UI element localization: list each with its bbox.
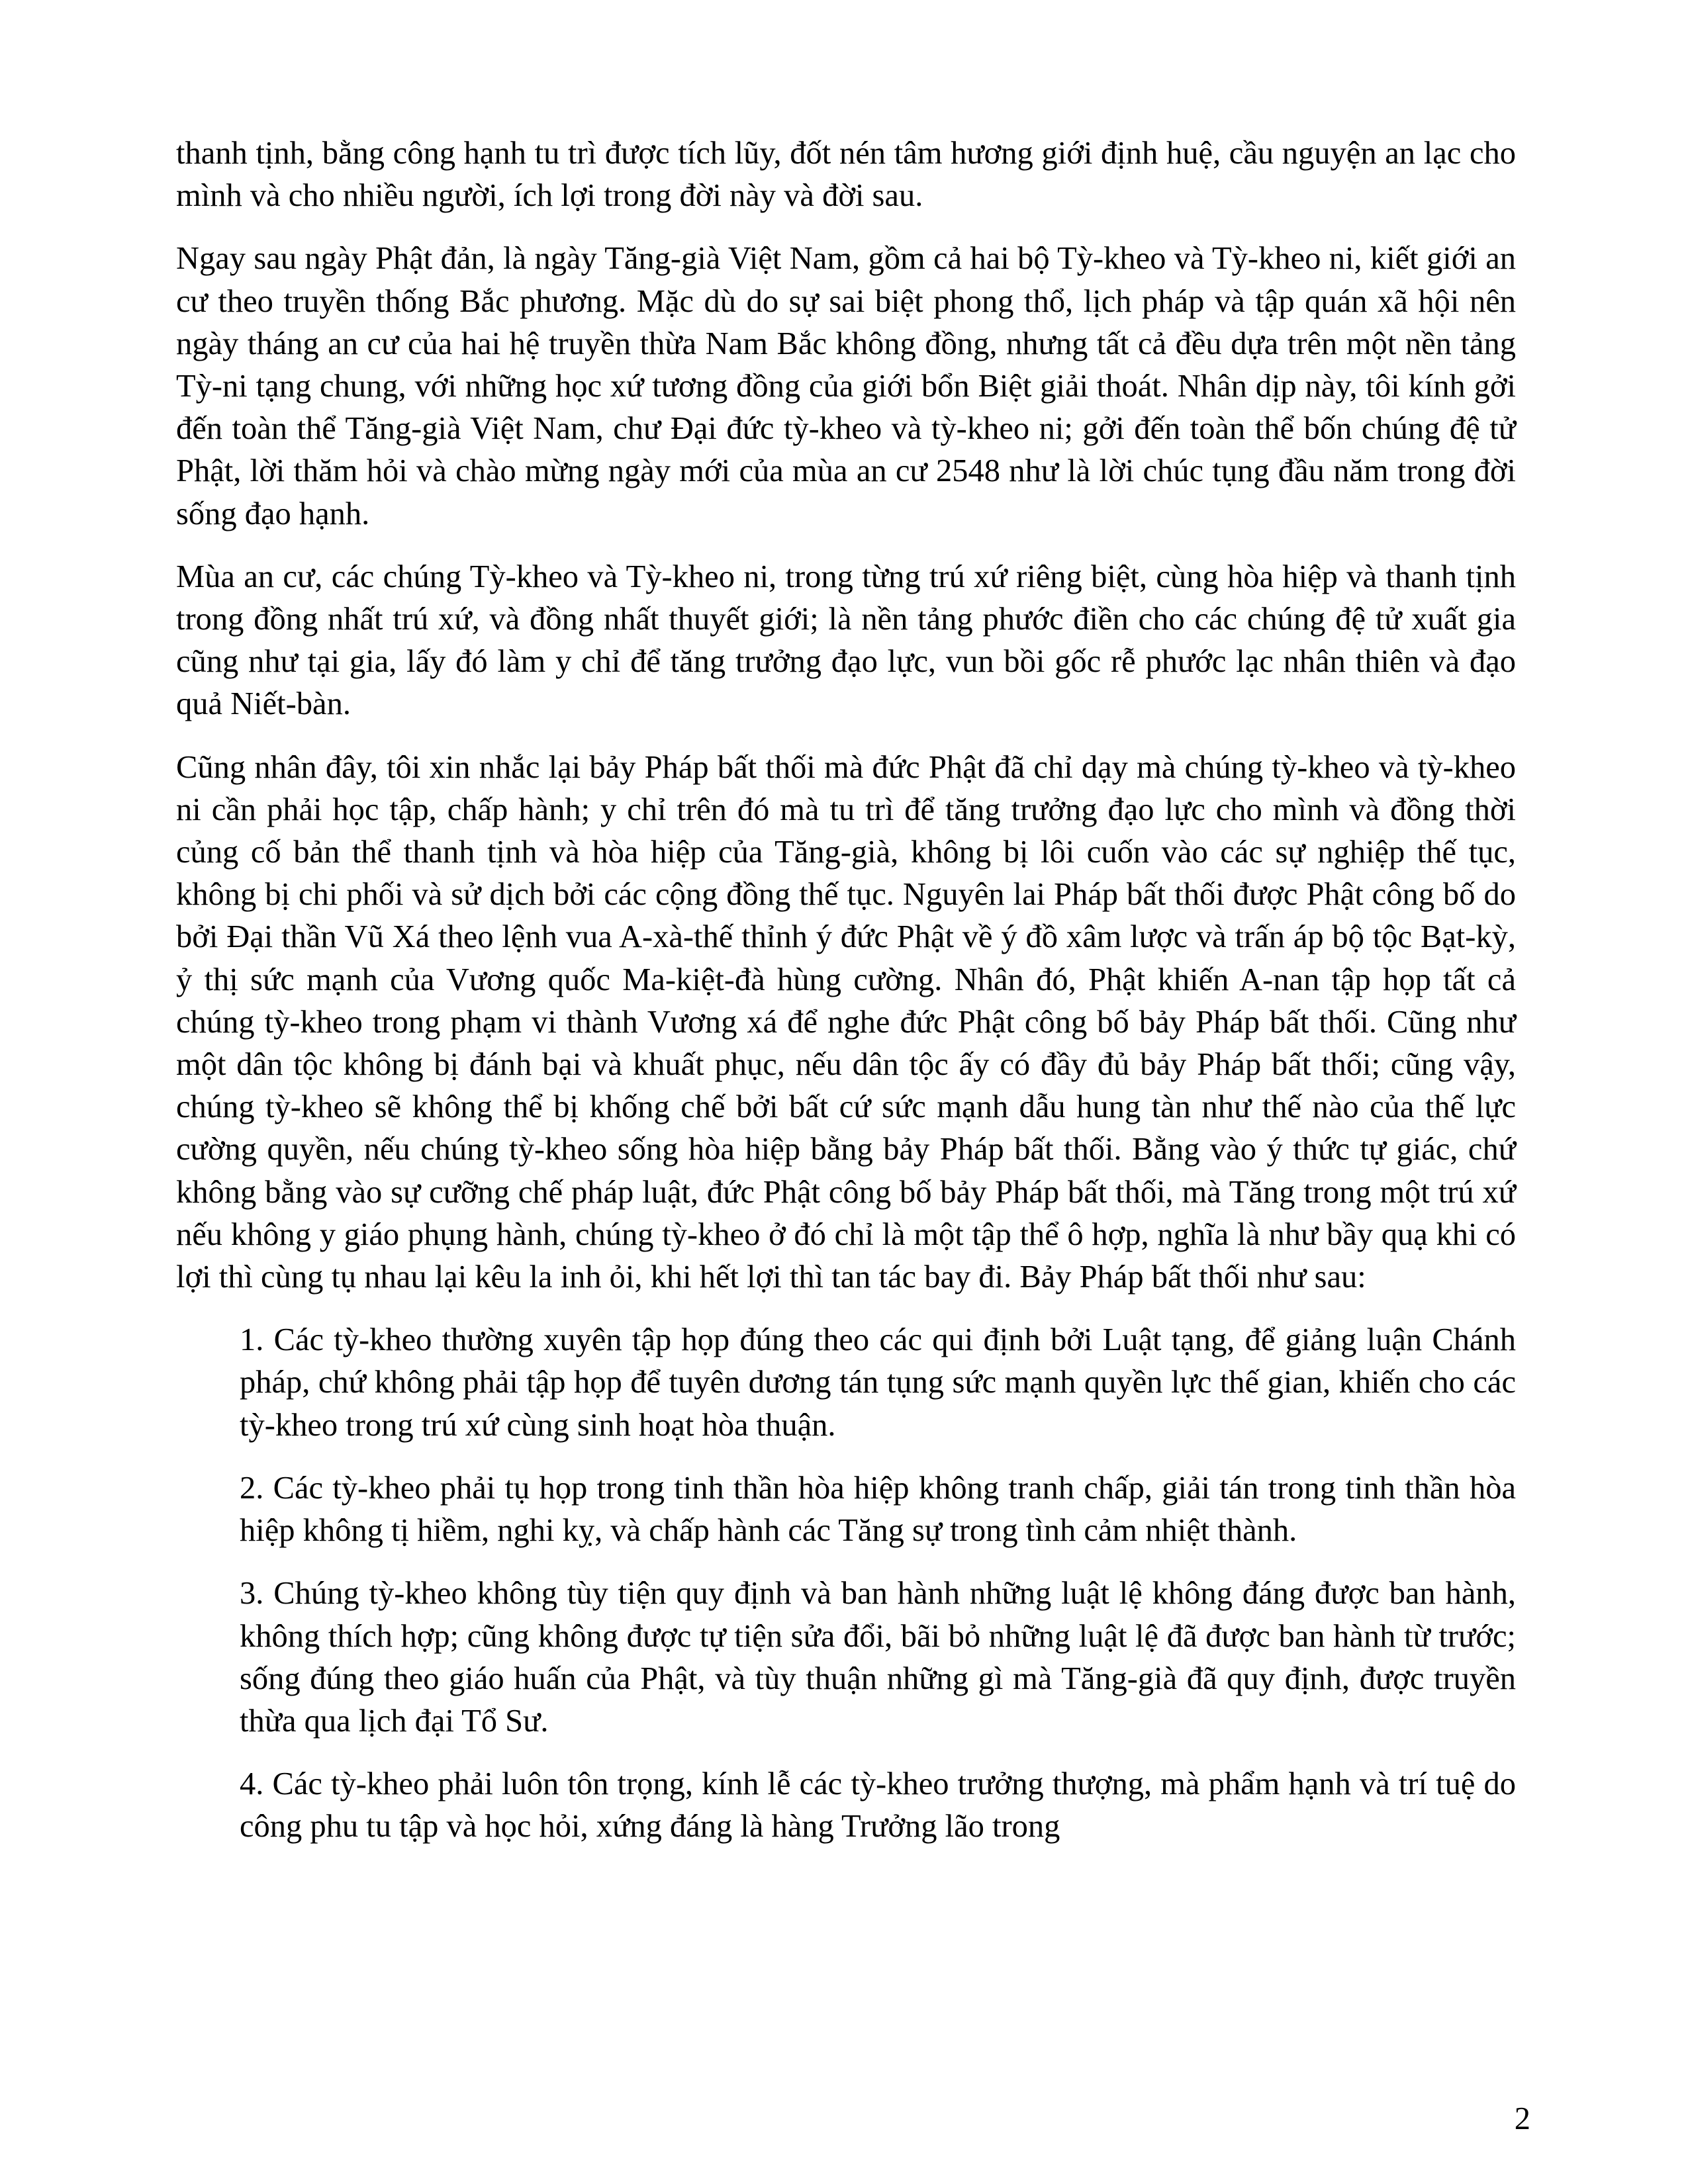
page-body [176,132,1516,1869]
list-item-3: 3. Chúng tỳ-kheo không tùy tiện quy định và ban hành những luật lệ không đáng được ban hành, không thích hợp; cũng không được tự tiện sửa đổi, bãi bỏ những luật lệ đã được ban hành từ trước; sống đúng theo giáo huấn của Phật, và tùy thuận những gì mà Tăng-già đã quy định, được truyền thừa qua lịch đại Tổ Sư. [240,1576,1516,1739]
page-number: 2 [1514,2101,1530,2136]
paragraph-3: Mùa an cư, các chúng Tỳ-kheo và Tỳ-kheo ni, trong từng trú xứ riêng biệt, cùng hòa hiệp và thanh tịnh trong đồng nhất trú xứ, và đồng nhất thuyết giới; là nền tảng phước điền cho các chúng đệ tử xuất gia cũng như tại gia, lấy đó làm y chỉ để tăng trưởng đạo lực, vun bồi gốc rễ phước lạc nhân thiên và đạo quả Niết-bàn. [176,559,1516,722]
list-item-2: 2. Các tỳ-kheo phải tụ họp trong tinh thần hòa hiệp không tranh chấp, giải tán trong tinh thần hòa hiệp không tị hiềm, nghi kỵ, và chấp hành các Tăng sự trong tình cảm nhiệt thành. [240,1470,1516,1549]
list-item-1: 1. Các tỳ-kheo thường xuyên tập họp đúng theo các qui định bởi Luật tạng, để giảng luận Chánh pháp, chứ không phải tập họp để tuyên dương tán tụng sức mạnh quyền lực thế gian, khiến cho các tỳ-kheo trong trú xứ cùng sinh hoạt hòa thuận. [240,1322,1516,1443]
paragraph-1: thanh tịnh, bằng công hạnh tu trì được tích lũy, đốt nén tâm hương giới định huệ, cầu nguyện an lạc cho mình và cho nhiều người, ích lợi trong đời này và đời sau. [176,136,1516,214]
paragraph-4: Cũng nhân đây, tôi xin nhắc lại bảy Pháp bất thối mà đức Phật đã chỉ dạy mà chúng tỳ-kheo và tỳ-kheo ni cần phải học tập, chấp hành; y chỉ trên đó mà tu trì để tăng trưởng đạo lực cho mình và đồng thời củng cố bản thể thanh tịnh và hòa hiệp của Tăng-già, không bị lôi cuốn vào các sự nghiệp thế tục, không bị chi phối và sử dịch bởi các cộng đồng thế tục. Nguyên lai Pháp bất thối được Phật công bố do bởi Đại thần Vũ Xá theo lệnh vua A-xà-thế thỉnh ý đức Phật về ý đồ xâm lược và trấn áp bộ tộc Bạt-kỳ, ỷ thị sức mạnh của Vương quốc Ma-kiệt-đà hùng cường. Nhân đó, Phật khiến A-nan tập họp tất cả chúng tỳ-kheo trong phạm vi thành Vương xá để nghe đức Phật công bố bảy Pháp bất thối. Cũng như một dân tộc không bị đánh bại và khuất phục, nếu dân tộc ấy có đầy đủ bảy Pháp bất thối; cũng vậy, chúng tỳ-kheo sẽ không thể bị khống chế bởi bất cứ sức mạnh dẫu hung tàn như thế nào của thế lực cường quyền, nếu chúng tỳ-kheo sống hòa hiệp bằng bảy Pháp bất thối. Bằng vào ý thức tự giác, chứ không bằng vào sự cưỡng chế pháp luật, đức Phật công bố bảy Pháp bất thối, mà Tăng trong một trú xứ nếu không y giáo phụng hành, chúng tỳ-kheo ở đó chỉ là một tập thể ô hợp, nghĩa là như bầy quạ khi có lợi thì cùng tụ nhau lại kêu la inh ỏi, khi hết lợi thì tan tác bay đi. Bảy Pháp bất thối như sau: [176,749,1516,1295]
paragraph-2: Ngay sau ngày Phật đản, là ngày Tăng-già Việt Nam, gồm cả hai bộ Tỳ-kheo và Tỳ-kheo ni, kiết giới an cư theo truyền thống Bắc phương. Mặc dù do sự sai biệt phong thổ, lịch pháp và tập quán xã hội nên ngày tháng an cư của hai hệ truyền thừa Nam Bắc không đồng, nhưng tất cả đều dựa trên một nền tảng Tỳ-ni tạng chung, với những học xứ tương đồng của giới bổn Biệt giải thoát. Nhân dịp này, tôi kính gởi đến toàn thể Tăng-già Việt Nam, chư Đại đức tỳ-kheo và tỳ-kheo ni; gởi đến toàn thể bốn chúng đệ tử Phật, lời thăm hỏi và chào mừng ngày mới của mùa an cư 2548 như là lời chúc tụng đầu năm trong đời sống đạo hạnh. [176,241,1516,531]
list-item-4: 4. Các tỳ-kheo phải luôn tôn trọng, kính lễ các tỳ-kheo trưởng thượng, mà phẩm hạnh và trí tuệ do công phu tu tập và học hỏi, xứng đáng là hàng Trưởng lão trong [240,1766,1516,1844]
